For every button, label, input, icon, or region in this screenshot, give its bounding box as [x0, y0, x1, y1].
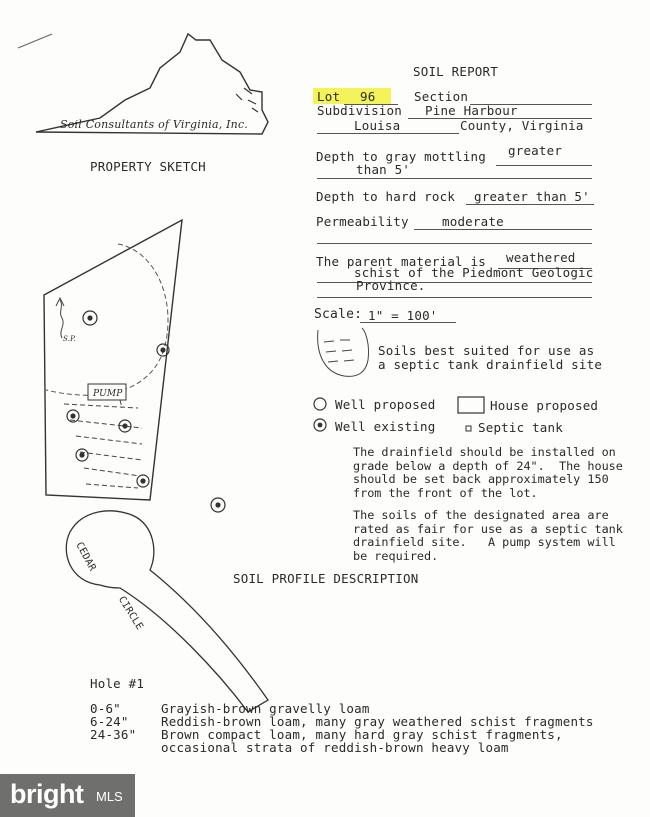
permeability-value: moderate [442, 214, 504, 229]
profile-desc-2: Reddish-brown loam, many gray weathered schist fragments [161, 714, 594, 729]
pump-label: PUMP [93, 389, 123, 399]
lot-boundary [44, 220, 182, 500]
sp-label: S.P. [63, 335, 77, 343]
soils-legend-symbol [318, 328, 369, 376]
watermark-brand: bright [10, 779, 84, 809]
county-suffix: County, Virginia [460, 118, 584, 133]
subdivision-label: Subdivision [317, 103, 402, 118]
sp-arrowhead [56, 298, 64, 306]
soils-legend-line-1: Soils best suited for use as [378, 343, 595, 358]
profile-depth-1: 0-6" [90, 701, 121, 716]
house-proposed-label: House proposed [490, 398, 599, 413]
parent-value-1: weathered [506, 250, 576, 265]
profile-desc-4: occasional strata of reddish-brown heavy loam [161, 740, 509, 755]
report-title: SOIL REPORT [413, 64, 498, 79]
parent-value-2: schist of the Piedmont Geologic [354, 265, 594, 280]
county-value: Louisa [354, 118, 401, 133]
section-label: Section [414, 89, 469, 104]
well-proposed-symbol [314, 398, 326, 410]
house-proposed-symbol [458, 397, 484, 413]
road-label-cedar: CEDAR [73, 540, 98, 574]
septic-tank-label: Septic tank [478, 420, 563, 435]
lot-value: 96 [360, 89, 376, 104]
well-proposed-label: Well proposed [335, 397, 436, 412]
logo-text: Soil Consultants of Virginia, Inc. [60, 118, 249, 131]
profile-desc-1: Grayish-brown gravelly loam [161, 701, 370, 716]
profile-depth-2: 6-24" [90, 714, 129, 729]
septic-tank-symbol [466, 426, 471, 431]
chesapeake-marks [236, 88, 258, 112]
permeability-label: Permeability [316, 214, 409, 229]
soil-rating-note: The soils of the designated area are rated as fair for use as a septic tank drainfield site. A pump system will be required. [353, 509, 623, 563]
profile-title: SOIL PROFILE DESCRIPTION [233, 571, 419, 586]
profile-desc-3: Brown compact loam, many hard gray schist fragments, [161, 727, 563, 742]
rock-label: Depth to hard rock [316, 189, 456, 204]
brightmls-watermark [0, 774, 135, 817]
drainfield-lines [64, 400, 142, 488]
well-symbols [67, 311, 225, 512]
scale-value: 1" = 100' [368, 308, 438, 323]
soils-legend-line-2: a septic tank drainfield site [378, 357, 603, 372]
setback-arc [46, 244, 168, 395]
parent-value-3: Province. [356, 278, 426, 293]
scale-label: Scale: [314, 307, 363, 322]
property-sketch-label: PROPERTY SKETCH [90, 159, 206, 174]
profile-depth-3: 24-36" [90, 727, 137, 742]
parent-label: The parent material is [316, 254, 486, 269]
mottling-label: Depth to gray mottling [316, 149, 486, 164]
rock-value: greater than 5' [474, 189, 590, 204]
subdivision-value: Pine Harbour [425, 103, 518, 118]
mottling-value-1: greater [508, 143, 563, 158]
lot-label: Lot [317, 89, 341, 104]
mottling-value-2: than 5' [356, 162, 411, 177]
watermark-suffix: MLS [96, 789, 123, 804]
pen-mark [18, 34, 52, 48]
well-existing-label: Well existing [335, 419, 436, 434]
drainfield-note: The drainfield should be installed on grade below a depth of 24". The house should be set back approximately 150 from the front of the lot. [353, 446, 623, 500]
hole-label: Hole #1 [90, 676, 145, 691]
road-label-circle: CIRCLE [115, 594, 145, 633]
